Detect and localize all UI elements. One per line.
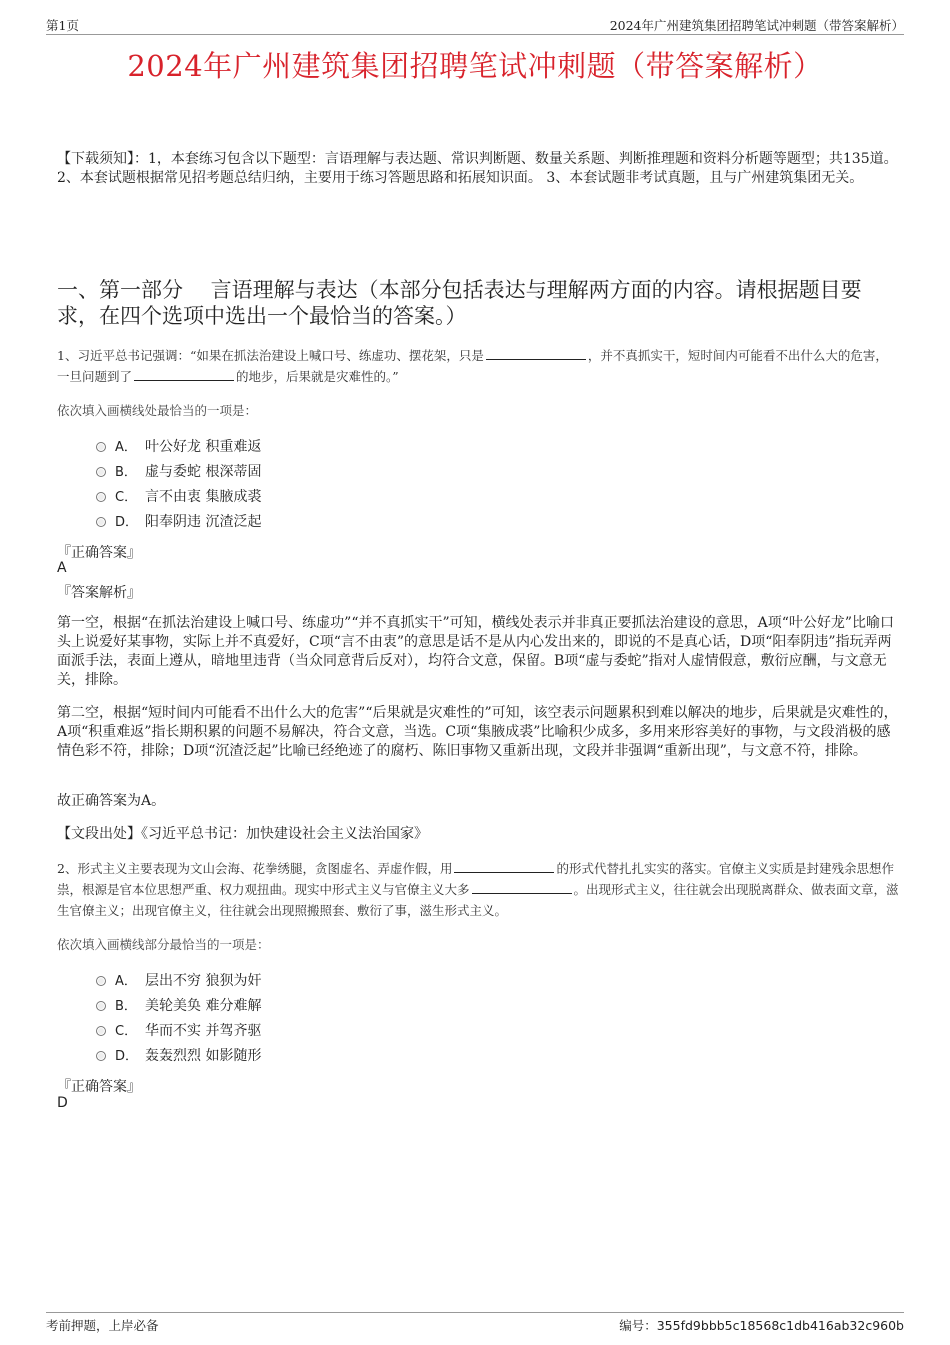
header-doc-title: 2024年广州建筑集团招聘笔试冲刺题（带答案解析） [609,18,904,33]
answer-blank [486,347,586,360]
answer-conclusion: 故正确答案为A。 [57,793,166,809]
footer-slogan: 考前押题，上岸必备 [46,1318,159,1333]
question-1-stem: 1、习近平总书记强调：“如果在抓法治建设上喊口号、练虚功、摆花架，只是 ，并不真抓实干，短时间内可能看不出什么大的危害，一旦问题到了 的地步，后果就是灾难性的。” [57,348,888,384]
radio-icon[interactable] [96,976,106,986]
page-footer [46,1312,904,1335]
section-heading: 一、第一部分 言语理解与表达（本部分包括表达与理解两方面的内容。请根据题目要求，在四个选项中选出一个最恰当的答案。） [57,278,862,328]
radio-icon[interactable] [96,1026,106,1036]
question-2-hint: 依次填入画横线部分最恰当的一项是： [57,937,270,952]
page-header [46,14,904,35]
radio-icon[interactable] [96,467,106,477]
option-b[interactable]: B． 虚与委蛇 根深蒂固 [96,458,261,483]
radio-icon[interactable] [96,492,106,502]
question-2-stem: 2、形式主义主要表现为文山会海、花拳绣腿，贪图虚名、弄虚作假，用 的形式代替扎扎实实的落实。官僚主义实质是封建残余思想作祟，根源是官本位思想严重、权力观扭曲。现实中形式主义与官僚主义大多 。出现形式主义，往往就会出现脱离群众、做表面文章，滋生官僚主义；出现官僚主义，往往就会出现照搬照套、敷衍了事，滋生形式主义。 [57,861,899,918]
option-c[interactable]: C． 言不由衷 集腋成裘 [96,483,261,508]
option-a[interactable]: A． 层出不穷 狼狈为奸 [96,967,261,992]
answer-label: 『正确答案』 [57,1079,141,1095]
radio-icon[interactable] [96,442,106,452]
document-title: 2024年广州建筑集团招聘笔试冲刺题（带答案解析） [127,49,823,83]
option-a[interactable]: A． 叶公好龙 积重难返 [96,433,261,458]
option-b[interactable]: B． 美轮美奂 难分难解 [96,992,261,1017]
question-1-hint: 依次填入画横线处最恰当的一项是： [57,403,258,418]
option-d[interactable]: D． 轰轰烈烈 如影随形 [96,1042,261,1067]
option-c[interactable]: C． 华而不实 并驾齐驱 [96,1017,261,1042]
correct-answer: A [57,560,67,576]
analysis-paragraph-2: 第二空，根据“短时间内可能看不出什么大的危害”“后果就是灾难性的”可知，该空表示问题累积到难以解决的地步，后果就是灾难性的，A项“积重难返”指长期积累的问题不易解决，符合文意，当选。C项“集腋成裘”比喻积少成多，多用来形容美好的事物，与文段消极的感情色彩不符，排除；D项“沉渣泛起”比喻已经绝迹了的腐朽、陈旧事物又重新出现，文段并非强调“重新出现”，与文意不符，排除。 [57,705,898,759]
radio-icon[interactable] [96,517,106,527]
page-number: 第1页 [46,18,79,33]
radio-icon[interactable] [96,1051,106,1061]
analysis-label: 『答案解析』 [57,585,141,601]
analysis-paragraph-1: 第一空，根据“在抓法治建设上喊口号、练虚功”“并不真抓实干”可知，横线处表示并非真正要抓法治建设的意思，A项“叶公好龙”比喻口头上说爱好某事物，实际上并不真爱好，C项“言不由衷”的意思是话不是从内心发出来的，即说的不是真心话，D项“阳奉阴违”指玩弄两面派手法，表面上遵从，暗地里违背（当众同意背后反对），均符合文意，保留。B项“虚与委蛇”指对人虚情假意，敷衍应酬，与文意无关，排除。 [57,615,895,688]
footer-code: 编号：355fd9bbb5c18568c1db416ab32c960b [619,1318,904,1333]
radio-icon[interactable] [96,1001,106,1011]
download-notice: 【下载须知】：1，本套练习包含以下题型：言语理解与表达题、常识判断题、数量关系题、判断推理题和资料分析题等题型；共135道。 2、本套试题根据常见招考题总结归纳，主要用于练习答题思路和拓展知识面。 3、本套试题非考试真题，且与广州建筑集团无关。 [57,151,898,186]
question-1-options [96,433,261,533]
answer-label: 『正确答案』 [57,545,141,561]
answer-blank [472,881,572,894]
answer-blank [454,860,554,873]
correct-answer: D [57,1095,68,1111]
option-d[interactable]: D． 阳奉阴违 沉渣泛起 [96,508,261,533]
text-source: 【文段出处】《习近平总书记：加快建设社会主义法治国家》 [57,826,428,842]
question-2-options [96,967,261,1067]
answer-blank [134,368,234,381]
